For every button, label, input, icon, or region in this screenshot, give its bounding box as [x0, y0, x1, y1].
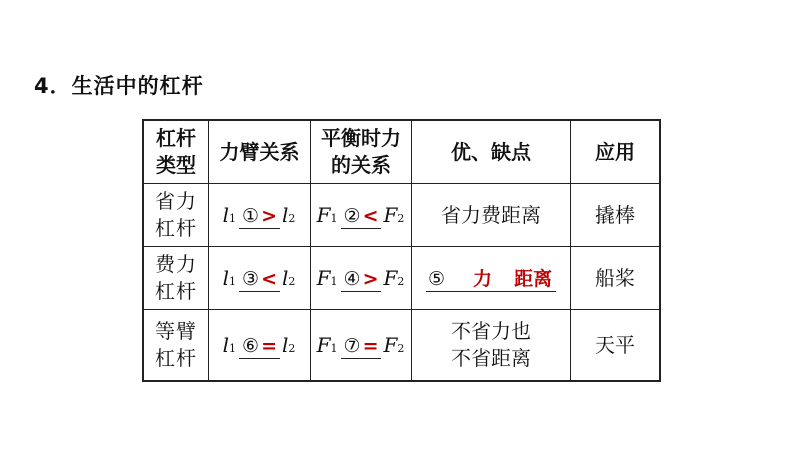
lever-type-line2: 杠杆 — [155, 279, 197, 303]
answer-symbol: < — [261, 267, 277, 290]
arm-relation-cell — [209, 184, 311, 247]
lever-type-line2: 杠杆 — [155, 346, 197, 370]
blank-number: ⑥ — [242, 334, 260, 357]
pros-cons-line1: 不省力也 — [451, 319, 531, 343]
header-lever-type — [143, 120, 209, 184]
force-relation-cell — [311, 247, 412, 310]
table-row — [143, 247, 660, 310]
subscript: 1 — [229, 211, 237, 225]
blank-number: ④ — [343, 267, 361, 290]
subscript: 1 — [229, 274, 237, 288]
lever-type-line2: 杠杆 — [155, 216, 197, 240]
answer-blank — [239, 266, 280, 292]
answer-blank — [341, 266, 382, 292]
answer-blank — [341, 203, 382, 229]
var-f2: F — [383, 265, 398, 290]
subscript: 2 — [288, 341, 296, 355]
table-header-row — [143, 120, 660, 184]
force-relation-cell — [311, 310, 412, 382]
header-arm-relation: 力臂关系 — [209, 120, 311, 184]
answer-symbol: > — [261, 204, 277, 227]
header-application: 应用 — [571, 120, 661, 184]
blank-number: ⑤ — [428, 267, 446, 290]
subscript: 2 — [288, 274, 296, 288]
blank-number: ② — [343, 204, 361, 227]
var-f1: F — [316, 332, 331, 357]
answer-blank — [239, 203, 280, 229]
subscript: 1 — [330, 211, 338, 225]
pros-cons-cell — [412, 247, 571, 310]
subscript: 1 — [229, 341, 237, 355]
lever-type-cell — [143, 184, 209, 247]
answer-blank-wide — [426, 267, 556, 292]
application-cell: 天平 — [571, 310, 661, 382]
answer-symbol: = — [261, 334, 277, 357]
subscript: 2 — [397, 341, 405, 355]
subscript: 1 — [330, 341, 338, 355]
subscript: 2 — [288, 211, 296, 225]
table-row — [143, 184, 660, 247]
answer-symbol: = — [362, 334, 379, 357]
pros-cons-cell — [412, 310, 571, 382]
subscript: 1 — [330, 274, 338, 288]
answer-text: 距离 — [514, 267, 553, 290]
table-row — [143, 310, 660, 382]
arm-relation-cell — [209, 247, 311, 310]
blank-number: ① — [242, 204, 260, 227]
var-l2: l — [281, 202, 289, 227]
var-f2: F — [383, 202, 398, 227]
var-l1: l — [222, 202, 230, 227]
lever-table — [142, 119, 661, 382]
lever-type-cell — [143, 310, 209, 382]
pros-cons-cell: 省力费距离 — [412, 184, 571, 247]
application-cell: 撬棒 — [571, 184, 661, 247]
subscript: 2 — [397, 211, 405, 225]
answer-blank — [239, 333, 280, 359]
answer-symbol: > — [362, 267, 379, 290]
lever-type-line1: 省力 — [155, 189, 197, 213]
force-relation-cell — [311, 184, 412, 247]
header-lever-type-line2: 类型 — [156, 153, 196, 177]
var-l1: l — [222, 265, 230, 290]
lever-type-line1: 费力 — [155, 252, 197, 276]
var-l2: l — [281, 265, 289, 290]
var-l1: l — [222, 332, 230, 357]
answer-symbol: < — [362, 204, 379, 227]
section-heading: 4．生活中的杠杆 — [34, 74, 204, 98]
var-f1: F — [316, 202, 331, 227]
header-force-line1: 平衡时力 — [321, 126, 401, 150]
lever-type-cell — [143, 247, 209, 310]
subscript: 2 — [397, 274, 405, 288]
header-force-relation — [311, 120, 412, 184]
answer-text: 力 — [473, 267, 493, 290]
arm-relation-cell — [209, 310, 311, 382]
pros-cons-line2: 不省距离 — [451, 346, 531, 370]
header-force-line2: 的关系 — [331, 153, 391, 177]
blank-number: ③ — [242, 267, 260, 290]
answer-blank — [341, 333, 382, 359]
blank-number: ⑦ — [343, 334, 361, 357]
header-lever-type-line1: 杠杆 — [156, 126, 196, 150]
header-pros-cons: 优、缺点 — [412, 120, 571, 184]
var-f1: F — [316, 265, 331, 290]
var-l2: l — [281, 332, 289, 357]
application-cell: 船桨 — [571, 247, 661, 310]
lever-type-line1: 等臂 — [155, 319, 197, 343]
var-f2: F — [383, 332, 398, 357]
